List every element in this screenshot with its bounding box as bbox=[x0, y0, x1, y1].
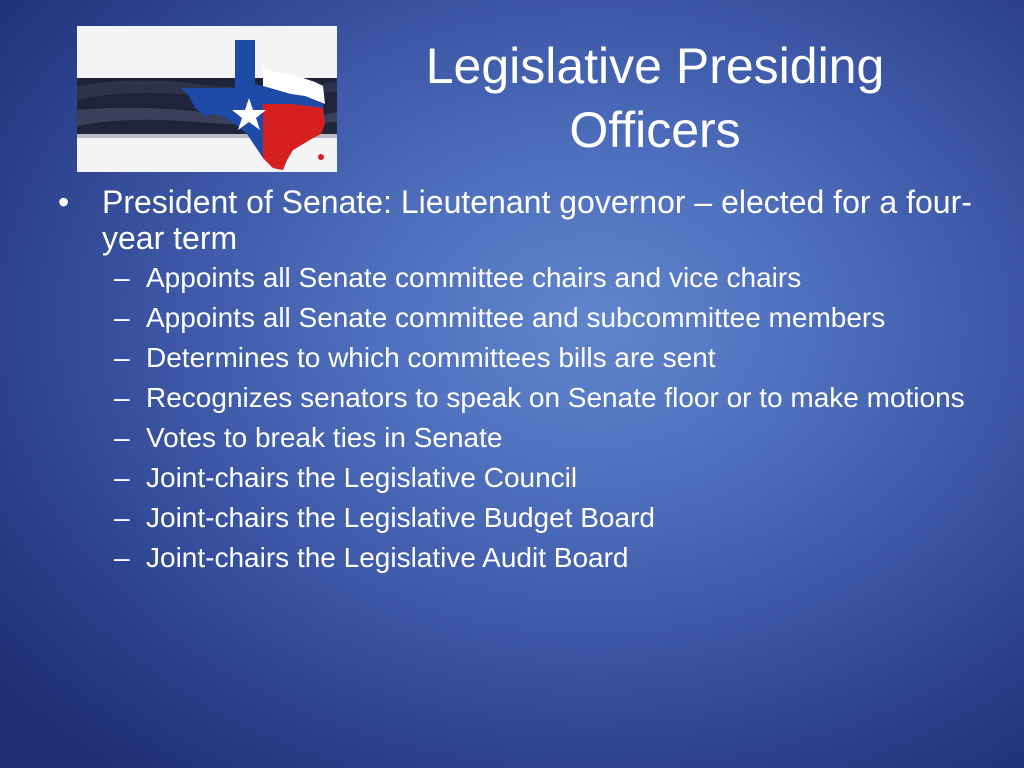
texas-flag-map-icon bbox=[77, 26, 337, 172]
sub-bullet-text: Votes to break ties in Senate bbox=[146, 422, 503, 453]
dash-icon: – bbox=[114, 302, 130, 333]
dash-icon: – bbox=[114, 462, 130, 493]
dash-icon: – bbox=[114, 542, 130, 573]
bullet-text: President of Senate: Lieutenant governor – elected for a four-year term bbox=[102, 184, 972, 256]
bullet-list bbox=[58, 184, 978, 582]
sub-bullet-text: Recognizes senators to speak on Senate floor or to make motions bbox=[146, 382, 965, 413]
sub-bullet-text: Joint-chairs the Legislative Budget Board bbox=[146, 502, 655, 533]
dash-icon: – bbox=[114, 382, 130, 413]
sub-bullet-list bbox=[102, 262, 978, 574]
bullet-dot-icon: • bbox=[58, 184, 70, 220]
dash-icon: – bbox=[114, 422, 130, 453]
sub-bullet-item bbox=[102, 422, 978, 454]
sub-bullet-item bbox=[102, 382, 978, 414]
sub-bullet-text: Appoints all Senate committee and subcommittee members bbox=[146, 302, 886, 333]
bullet-item bbox=[58, 184, 978, 574]
sub-bullet-text: Joint-chairs the Legislative Council bbox=[146, 462, 578, 493]
sub-bullet-text: Determines to which committees bills are sent bbox=[146, 342, 716, 373]
sub-bullet-item bbox=[102, 342, 978, 374]
sub-bullet-item bbox=[102, 542, 978, 574]
sub-bullet-item bbox=[102, 262, 978, 294]
sub-bullet-text: Appoints all Senate committee chairs and vice chairs bbox=[146, 262, 802, 293]
dash-icon: – bbox=[114, 262, 130, 293]
sub-bullet-item bbox=[102, 462, 978, 494]
sub-bullet-item bbox=[102, 502, 978, 534]
dash-icon: – bbox=[114, 342, 130, 373]
dash-icon: – bbox=[114, 502, 130, 533]
sub-bullet-text: Joint-chairs the Legislative Audit Board bbox=[146, 542, 629, 573]
sub-bullet-item bbox=[102, 302, 978, 334]
slide-title: Legislative Presiding Officers bbox=[425, 38, 885, 158]
